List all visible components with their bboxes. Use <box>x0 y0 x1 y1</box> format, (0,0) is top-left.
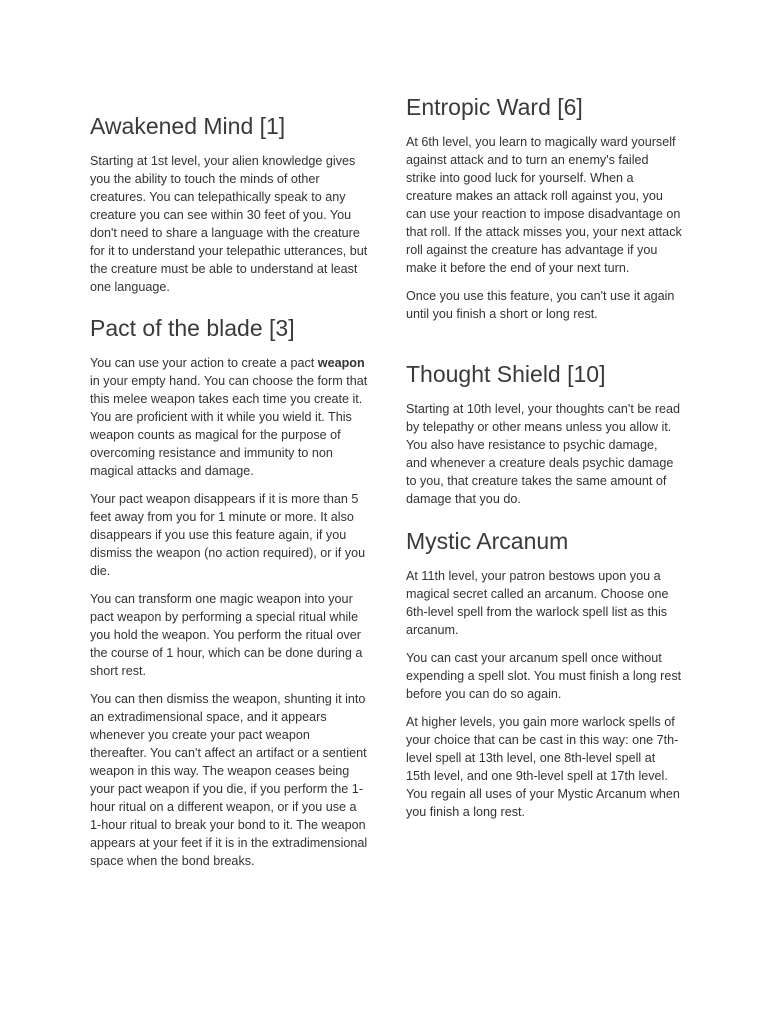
section-thought-shield <box>406 360 682 508</box>
section-mystic-arcanum <box>406 527 682 821</box>
paragraph: At 11th level, your patron bestows upon you a magical secret called an arcanum. Choose one 6th-level spell from the warlock spell list as this arcanum. <box>406 569 669 637</box>
paragraph: You can transform one magic weapon into your pact weapon by performing a special ritual while you hold the weapon. You perform the ritual over the course of 1 hour, which can be done during a short rest. <box>90 592 363 678</box>
section-entropic-ward <box>406 93 682 323</box>
paragraph: At higher levels, you gain more warlock spells of your choice that can be cast in this way: one 7th-level spell at 13th level, one 8th-level spell at 15th level, and one 9th-level spell at 17th level. You regain all uses of your Mystic Arcanum when you finish a long rest. <box>406 715 680 819</box>
heading-entropic-ward: Entropic Ward [6] <box>406 94 583 120</box>
heading-awakened-mind: Awakened Mind [1] <box>90 113 286 139</box>
paragraph: Starting at 1st level, your alien knowledge gives you the ability to touch the minds of other creatures. You can telepathically speak to any creature you can see within 30 feet of you. You don't need to share a language with the creature for it to understand your telepathic utterances, but the creature must be able to understand at least one language. <box>90 154 368 294</box>
heading-pact-of-the-blade: Pact of the blade [3] <box>90 315 295 341</box>
section-awakened-mind <box>90 112 368 296</box>
paragraph: You can then dismiss the weapon, shunting it into an extradimensional space, and it appears whenever you create your pact weapon thereafter. You can't affect an artifact or a sentient weapon in this way. The weapon ceases being your pact weapon if you die, if you perform the 1-hour ritual on a different weapon, or if you use a 1-hour ritual to break your bond to it. The weapon appears at your feet if it is in the extradimensional space when the bond breaks. <box>90 692 368 868</box>
heading-thought-shield: Thought Shield [10] <box>406 361 606 387</box>
text-run: in your empty hand. You can choose the form that this melee weapon takes each time you create it. You are proficient with it while you wield it. This weapon counts as magical for the purpose of overcoming resistance and immunity to non magical attacks and damage. <box>90 374 368 478</box>
bold-text-run: weapon <box>317 356 365 370</box>
paragraph: You can cast your arcanum spell once without expending a spell slot. You must finish a long rest before you can do so again. <box>406 651 682 701</box>
paragraph: Starting at 10th level, your thoughts can't be read by telepathy or other means unless you allow it. You also have resistance to psychic damage, and whenever a creature deals psychic damage to you, that creature takes the same amount of damage that you do. <box>406 402 681 506</box>
paragraph: Once you use this feature, you can't use it again until you finish a short or long rest. <box>406 289 675 321</box>
paragraph: Your pact weapon disappears if it is more than 5 feet away from you for 1 minute or more. It also disappears if you use this feature again, if you dismiss the weapon (no action required), or if you die. <box>90 492 366 578</box>
paragraph: At 6th level, you learn to magically ward yourself against attack and to turn an enemy's failed strike into good luck for yourself. When a creature makes an attack roll against you, you can use your reaction to impose disadvantage on that roll. If the attack misses you, your next attack roll against the creature has advantage if you make it before the end of your next turn. <box>406 135 682 275</box>
section-pact-of-the-blade <box>90 314 368 870</box>
paragraph <box>90 354 368 480</box>
heading-mystic-arcanum: Mystic Arcanum <box>406 528 569 554</box>
text-run: You can use your action to create a pact <box>90 356 318 370</box>
